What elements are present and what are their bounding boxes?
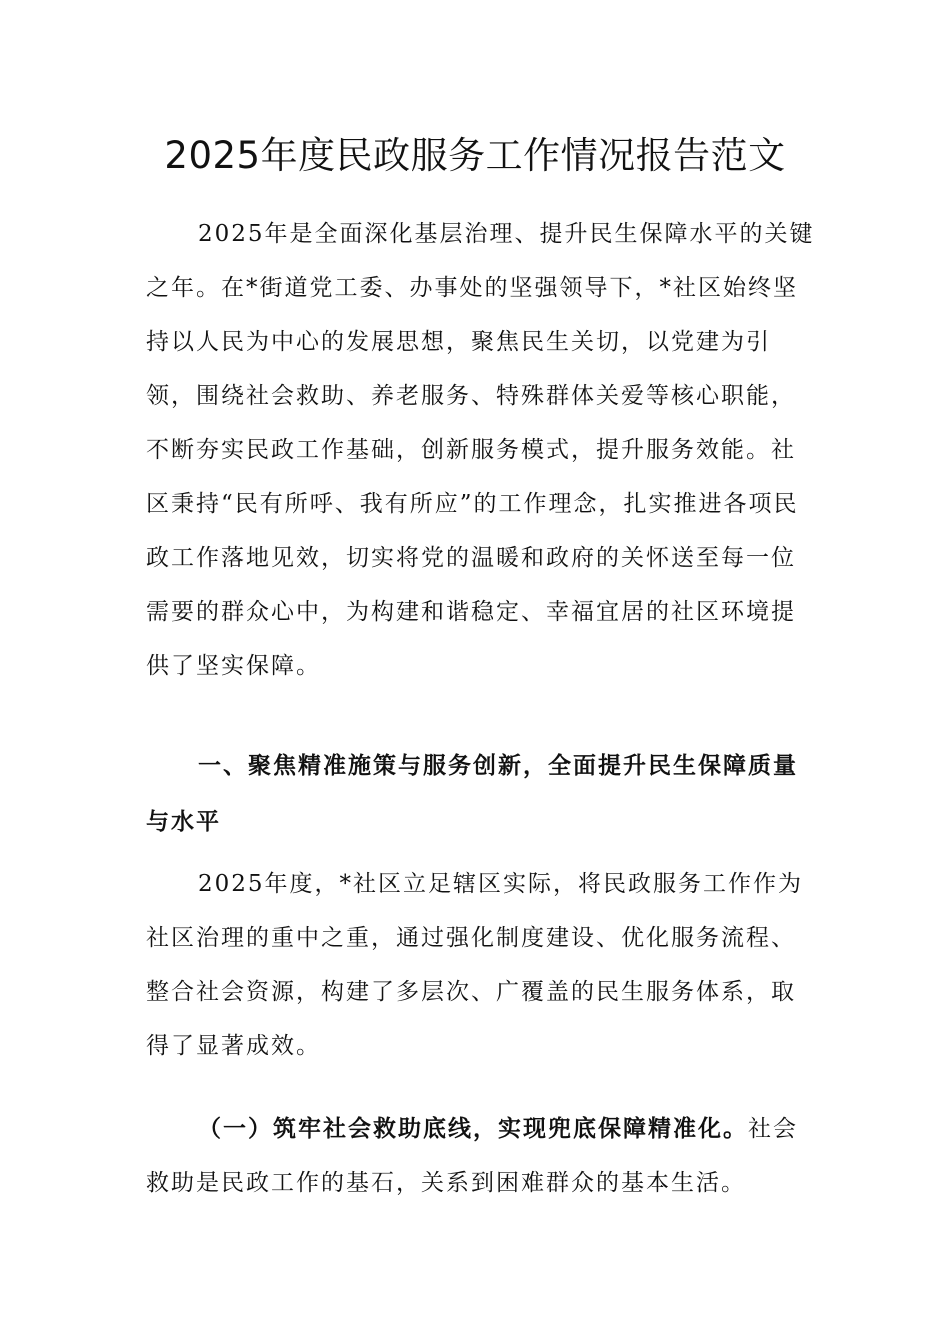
document-title: 2025年度民政服务工作情况报告范文	[164, 134, 786, 177]
subsection-paragraph	[146, 1102, 816, 1210]
section-heading: 一、聚焦精准施策与服务创新，全面提升民生保障质量与水平	[146, 753, 798, 835]
subsection-text: 社会救助是民政工作的基石，关系到困难群众的基本生活。	[146, 1116, 798, 1196]
intro-paragraph: 2025年是全面深化基层治理、提升民生保障水平的关键之年。在*街道党工委、办事处的坚强领导下，*社区始终坚持以人民为中心的发展思想，聚焦民生关切，以党建为引领，围绕社会救助、养老服务、特殊群体关爱等核心职能，不断夯实民政工作基础，创新服务模式，提升服务效能。社区秉持“民有所呼、我有所应”的工作理念，扎实推进各项民政工作落地见效，切实将党的温暖和政府的关怀送至每一位需要的群众心中，为构建和谐稳定、幸福宜居的社区环境提供了坚实保障。	[146, 221, 815, 679]
section-paragraph: 2025年度，*社区立足辖区实际，将民政服务工作作为社区治理的重中之重，通过强化制度建设、优化服务流程、整合社会资源，构建了多层次、广覆盖的民生服务体系，取得了显著成效。	[146, 871, 804, 1059]
subsection-heading: （一）筑牢社会救助底线，实现兜底保障精准化。	[198, 1116, 748, 1142]
